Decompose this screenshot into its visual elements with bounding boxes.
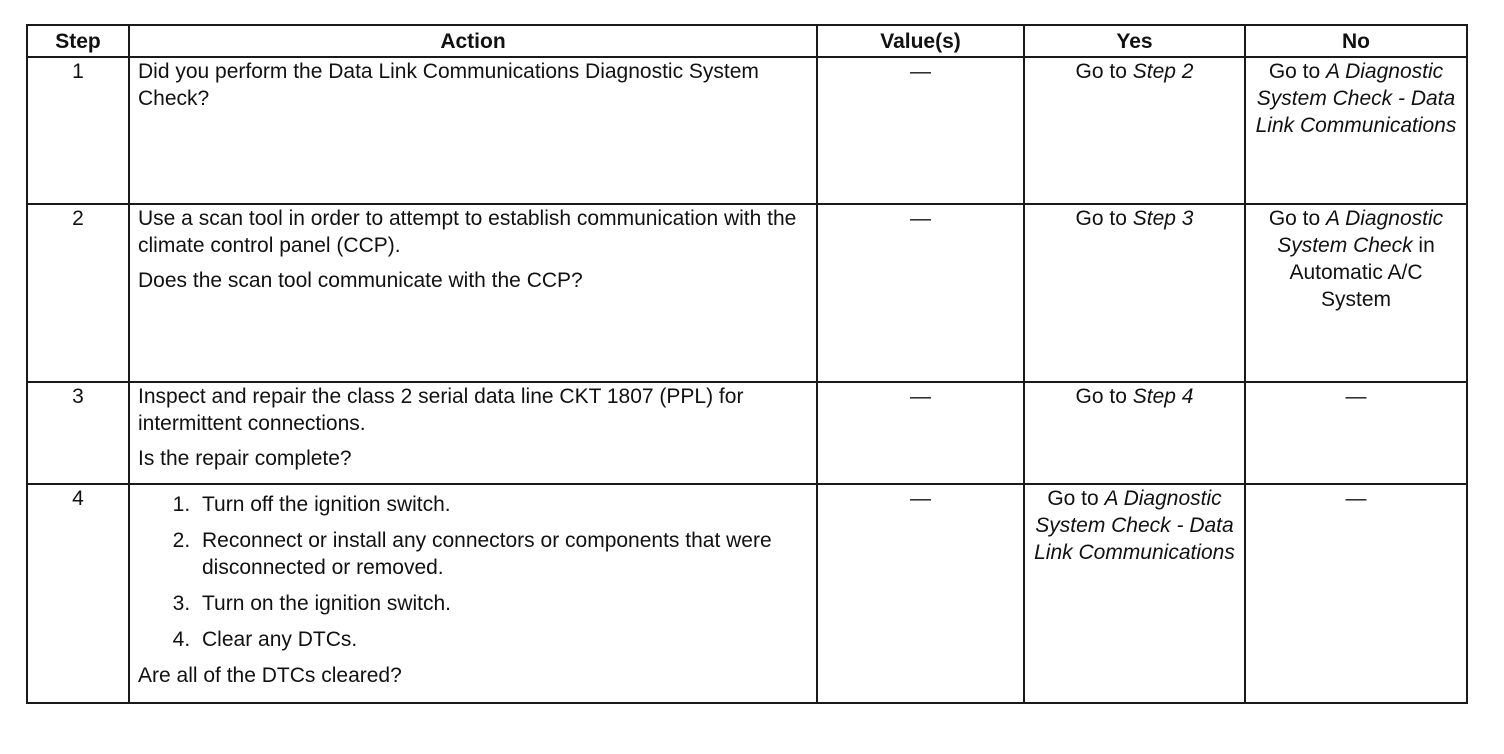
action-cell xyxy=(129,484,817,703)
action-step-item: 4. Clear any DTCs. xyxy=(196,626,808,653)
yes-prefix: Go to xyxy=(1075,207,1133,230)
header-row xyxy=(27,25,1467,57)
action-step-item: 3. Turn on the ignition switch. xyxy=(196,590,808,617)
action-text: Inspect and repair the class 2 serial data line CKT 1807 (PPL) for intermittent connections. xyxy=(138,385,744,435)
action-question: Is the repair complete? xyxy=(138,447,352,470)
action-cell xyxy=(129,204,817,382)
action-question: Does the scan tool communicate with the CCP? xyxy=(138,269,583,292)
yes-prefix: Go to xyxy=(1047,487,1105,510)
action-text: Use a scan tool in order to attempt to establish communication with the climate control panel (CCP). xyxy=(138,207,797,257)
no-link[interactable]: A Diagnostic System Check - Data Link Communications xyxy=(1255,60,1457,137)
header-yes: Yes xyxy=(1024,25,1245,57)
step-number: 4 xyxy=(27,484,129,703)
action-question: Are all of the DTCs cleared? xyxy=(138,664,402,687)
header-step: Step xyxy=(27,25,129,57)
yes-cell xyxy=(1024,382,1245,484)
table-row xyxy=(27,484,1467,703)
table-row xyxy=(27,57,1467,204)
table-row xyxy=(27,382,1467,484)
yes-cell xyxy=(1024,484,1245,703)
yes-link[interactable]: Step 4 xyxy=(1132,385,1194,408)
header-no: No xyxy=(1245,25,1467,57)
value-dash: — xyxy=(910,60,931,83)
step-number: 3 xyxy=(27,382,129,484)
no-prefix: Go to xyxy=(1268,60,1327,83)
action-step-list xyxy=(138,491,808,653)
action-step-item: 2. Reconnect or install any connectors or components that were disconnected or removed. xyxy=(196,527,808,581)
value-dash: — xyxy=(910,385,931,408)
action-text: Did you perform the Data Link Communications Diagnostic System Check? xyxy=(138,60,759,110)
value-cell xyxy=(817,57,1024,204)
no-dash: — xyxy=(1345,385,1367,408)
yes-link[interactable]: A Diagnostic System Check - Data Link Communications xyxy=(1034,487,1235,564)
table-row xyxy=(27,204,1467,382)
value-cell xyxy=(817,484,1024,703)
value-cell xyxy=(817,204,1024,382)
no-cell xyxy=(1245,57,1467,204)
yes-link[interactable]: Step 3 xyxy=(1132,207,1194,230)
header-values: Value(s) xyxy=(817,25,1024,57)
no-link[interactable]: A Diagnostic System Check xyxy=(1277,207,1444,257)
action-cell xyxy=(129,382,817,484)
value-dash: — xyxy=(910,487,931,510)
no-prefix: Go to xyxy=(1268,207,1327,230)
yes-cell xyxy=(1024,204,1245,382)
yes-prefix: Go to xyxy=(1075,60,1133,83)
diagnostic-table xyxy=(26,24,1468,704)
action-cell xyxy=(129,57,817,204)
no-dash: — xyxy=(1345,487,1367,510)
yes-prefix: Go to xyxy=(1075,385,1133,408)
yes-cell xyxy=(1024,57,1245,204)
yes-link[interactable]: Step 2 xyxy=(1132,60,1194,83)
action-step-item: 1. Turn off the ignition switch. xyxy=(196,491,808,518)
no-cell xyxy=(1245,204,1467,382)
value-dash: — xyxy=(910,207,931,230)
header-action: Action xyxy=(129,25,817,57)
no-cell xyxy=(1245,484,1467,703)
step-number: 2 xyxy=(27,204,129,382)
no-cell xyxy=(1245,382,1467,484)
value-cell xyxy=(817,382,1024,484)
no-suffix: in Automatic A/C System xyxy=(1289,234,1435,311)
step-number: 1 xyxy=(27,57,129,204)
